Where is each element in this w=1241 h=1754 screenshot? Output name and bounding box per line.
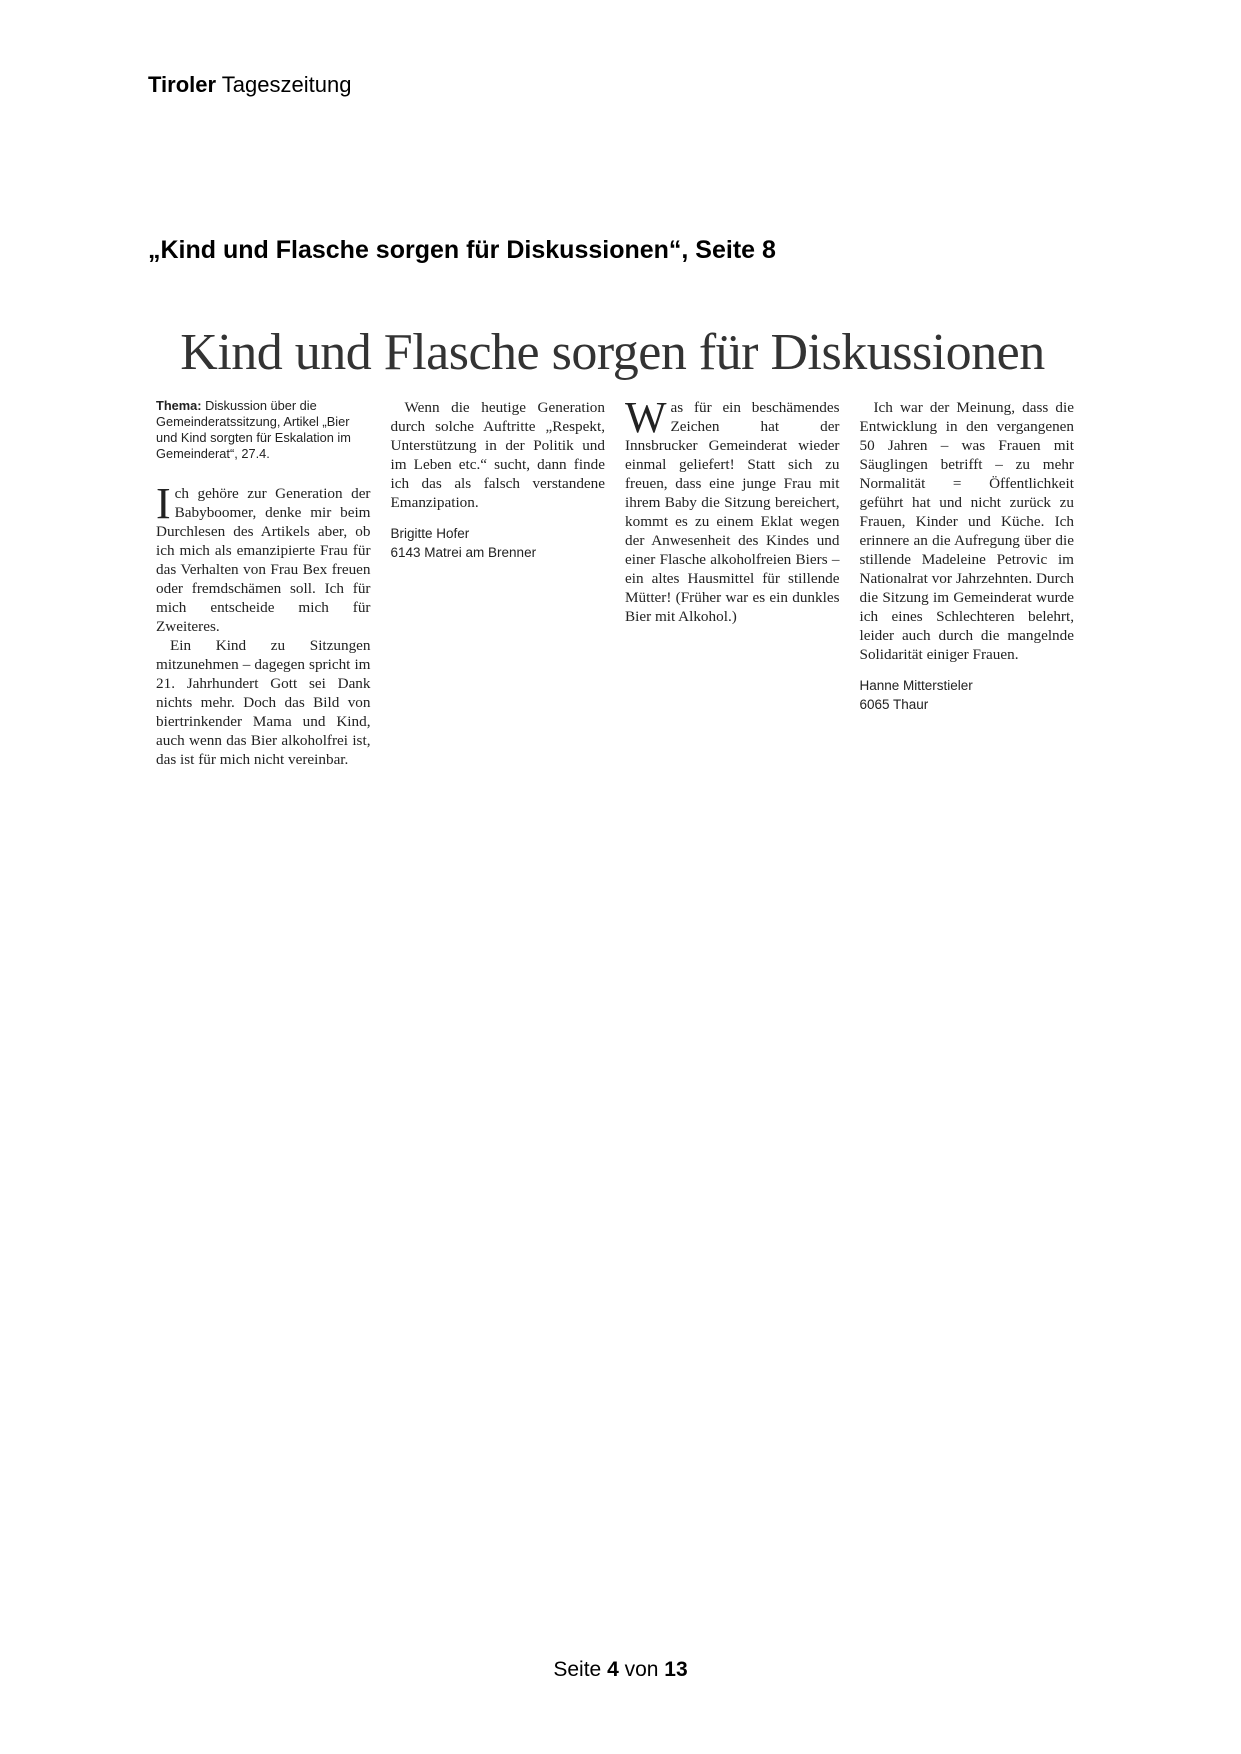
- clipping-headline: Kind und Flasche sorgen für Diskussionen: [180, 324, 1045, 381]
- newspaper-clipping: [150, 322, 1075, 768]
- letter1-paragraph-2: Ein Kind zu Sitzungen mitzunehmen – dagegen spricht im 21. Jahrhundert Gott sei Dank nichts mehr. Doch das Bild von biertrinkender Mama und Kind, auch wenn das Bier alkoholfrei ist, das ist für mich nicht vereinbar.: [156, 637, 371, 768]
- article-reference-title: „Kind und Flasche sorgen für Diskussionen“, Seite 8: [148, 236, 776, 264]
- thema-box: [156, 398, 371, 462]
- letter1-dropcap: I: [156, 479, 171, 528]
- letter2-paragraph-1: [625, 393, 840, 626]
- footer-total-pages: 13: [664, 1658, 688, 1681]
- letter2-dropcap: W: [625, 393, 667, 442]
- letter1-author: Brigitte Hofer: [390, 526, 470, 541]
- column-4: [860, 398, 1075, 769]
- letter2-signature: [860, 676, 1075, 714]
- publication-header: [148, 72, 351, 98]
- clipping-columns: [156, 393, 1074, 769]
- letter2-author: Hanne Mitterstieler: [859, 678, 973, 693]
- column-2: [391, 398, 606, 769]
- publication-name: Tageszeitung: [221, 72, 352, 97]
- letter1-paragraph-3: Wenn die heutige Generation durch solche Auftritte „Respekt, Unterstützung in der Politik und im Leben etc.“ sucht, dann finde ich das als falsch verstandene Emanzipation.: [390, 399, 605, 511]
- letter2-paragraph-2: Ich war der Meinung, dass die Entwicklung in den vergangenen 50 Jahren – was Frauen mit Säuglingen betrifft – zu mehr Normalität = Öffentlichkeit geführt hat und nicht zurück zu Frauen, Kinder und Küche. Ich erinnere an die Aufregung über die stillende Madeleine Petrovic im Nationalrat vor Jahrzehnten. Durch die Sitzung im Gemeinderat wurde ich eines Schlechteren belehrt, leider auch durch die mangelnde Solidarität einiger Frauen.: [859, 399, 1074, 663]
- letter2-place: 6065 Thaur: [859, 697, 929, 712]
- footer-page-number: 4: [607, 1658, 619, 1681]
- letter2-p1-text: as für ein beschämendes Zeichen hat der Innsbrucker Gemeinderat wieder einmal geliefert! Statt sich zu freuen, dass eine junge Frau mit ihrem Baby die Sitzung bereichert, kommt es zu einem Eklat wegen der Anwesenheit des Kindes und einer Flasche alkoholfreien Biers – ein altes Hausmittel für stillende Mütter! (Früher war es ein dunkles Bier mit Alkohol.): [625, 399, 840, 625]
- letter1-paragraph-1: [156, 479, 371, 636]
- publication-brand: Tiroler: [148, 72, 217, 97]
- column-1: [156, 398, 371, 769]
- letter1-place: 6143 Matrei am Brenner: [390, 545, 537, 560]
- footer-middle: von: [624, 1658, 659, 1681]
- column-3: [625, 393, 840, 769]
- page-footer: [0, 1658, 1241, 1682]
- letter1-signature: [391, 524, 606, 562]
- thema-label: Thema:: [156, 398, 202, 413]
- letter1-p1-text: ch gehöre zur Generation der Babyboomer, denke mir beim Durchlesen des Artikels aber, ob ich mich als emanzipierte Frau für das Verhalten von Frau Bex freuen oder fremdschämen soll. Ich für mich entscheide mich für Zweiteres.: [156, 485, 371, 635]
- thema-text: Diskussion über die Gemeinderatssitzung, Artikel „Bier und Kind sorgten für Eskalation im Gemeinderat“, 27.4.: [156, 398, 351, 461]
- footer-prefix: Seite: [553, 1658, 602, 1681]
